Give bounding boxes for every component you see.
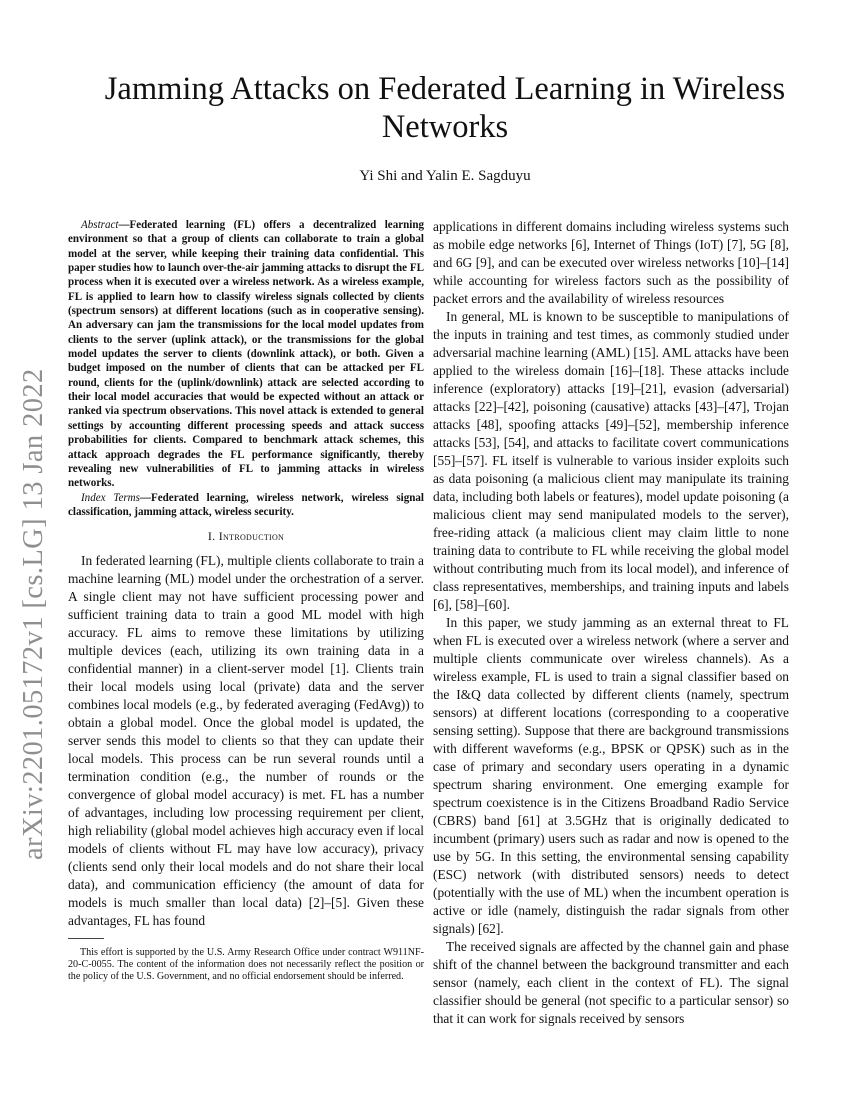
abstract-lead: Abstract (81, 219, 119, 231)
section-heading-introduction (68, 529, 424, 544)
footnote-rule (68, 938, 104, 939)
intro-paragraph-1: In federated learning (FL), multiple clients collaborate to train a machine learning (ML) model under the orchestration of a server. A single client may not have sufficient processing power and sufficient training data to train a good ML model with high accuracy. FL aims to remove these limitations by utilizing multiple devices (each, utilizing its own training data in a confidential manner) in a client-server model [1]. Clients train their local models using local (private) data and the server combines local models (e.g., by federated averaging (FedAvg)) to obtain a global model. Once the global model is updated, the server sends this model to clients so that they can update their local models. This process can be run several rounds until a termination condition (e.g., the number of rounds or the convergence of global model accuracy) is met. FL has a number of advantages, including low processing requirement per client, high reliability (global model achieves high accuracy even if local models of clients without FL may have low accuracy), privacy (clients send only their local models and do not share their local data), and communication efficiency (the amount of data for models is much smaller than local data) [2]–[5]. Given these advantages, FL has found (68, 553, 424, 929)
section-numeral: I. (207, 529, 219, 544)
right-paragraph-3: In this paper, we study jamming as an external threat to FL when FL is executed over a wireless network (where a server and multiple clients communicate over wireless channels). As a wireless example, FL is used to train a signal classifier based on the I&Q data collected by different clients (namely, spectrum sensors) at different locations (corresponding to a cooperative sensing setting). Suppose that there are background transmissions with different waveforms (e.g., BPSK or QPSK) such as in the case of primary and secondary users operating in a dynamic spectrum sharing environment. One emerging example for spectrum coexistence is in the Citizens Broadband Radio Service (CBRS) band [61] at 3.5GHz that is originally dedicated to incumbent (primary) users such as radar and now is opened to the use by 5G. In this setting, the environmental sensing capability (ESC) network (with distributed sensors) needs to detect (potentially with the use of ML) when the incumbent operation is active or idle (namely, distinguish the radar signals from other signals) [62]. (433, 615, 789, 936)
right-paragraph-2: In general, ML is known to be susceptible to manipulations of the inputs in training and test times, as commonly studied under adversarial machine learning (AML) [15]. AML attacks have been applied to the wireless domain [16]–[18]. These attacks include inference (exploratory) attacks [19]–[21], evasion (adversarial) attacks [22]–[42], poisoning (causative) attacks [43]–[47], Trojan attacks [48], spoofing attacks [49]–[52], membership inference attacks [53], [54], and attacks to facilitate covert communications [55]–[57]. FL itself is vulnerable to various insider exploits such as data poisoning (a malicious client may manipulate its training data, including both labels or features), model update poisoning (a malicious client may send manipulated models to the server), free-riding attack (a malicious client may claim little to none training data to contribute to FL while receiving the global model without contributing much from its local model), and inference of class representatives, memberships, and training inputs and labels [6], [58]–[60]. (433, 309, 789, 612)
right-column (433, 218, 789, 1028)
index-terms (68, 491, 424, 520)
paper-title: Jamming Attacks on Federated Learning in Wireless Networks (104, 71, 786, 145)
section-title: Introduction (218, 529, 285, 544)
paper-authors: Yi Shi and Yalin E. Sagduyu (359, 168, 531, 184)
abstract-text: —Federated learning (FL) offers a decentralized learning environment so that a group of clients can collaborate to train a global model at the server, while keeping their training data confidential. This paper studies how to launch over-the-air jamming attacks to disrupt the FL process when it is executed over a wireless network. As a wireless example, FL is applied to learn how to classify wireless signals collected by clients (spectrum sensors) at different locations (such as in cooperative sensing). An adversary can jam the transmissions for the local model updates from clients to the server (uplink attack), or the transmissions for the global model updates the server to clients (downlink attack), or both. Given a budget imposed on the number of clients that can be attacked per FL round, clients for the (uplink/downlink) attack are selected according to their local model accuracies that would be expected without an attack or ranked via spectrum observations. This novel attack is extended to general settings by accounting different processing speeds and attack success probabilities for clients. Compared to benchmark attack schemes, this attack approach degrades the FL performance significantly, thereby revealing new vulnerabilities of FL to jamming attacks in wireless networks. (68, 219, 424, 490)
index-terms-lead: Index Terms (81, 491, 140, 504)
left-column (68, 218, 424, 930)
arxiv-side-stamp: arXiv:2201.05172v1 [cs.LG] 13 Jan 2022 (18, 368, 49, 860)
funding-footnote: This effort is supported by the U.S. Army Research Office under contract W911NF-20-C-0055. The content of the information does not necessarily reflect the position or the policy of the U.S. Government, and no official endorsement should be inferred. (68, 947, 424, 983)
index-terms-text: —Federated learning, wireless network, wireless signal classification, jamming attack, wireless security. (68, 491, 425, 518)
right-paragraph-1: applications in different domains including wireless systems such as mobile edge networks [6], Internet of Things (IoT) [7], 5G [8], and 6G [9], and can be executed over wireless networks [10]–[14] while accounting for wireless factors such as the possibility of packet errors and the availability of wireless resources (433, 219, 789, 306)
abstract (68, 218, 424, 491)
right-paragraph-4: The received signals are affected by the channel gain and phase shift of the channel between the background transmitter and each sensor (namely, each client in the context of FL). The signal classifier should be general (not specific to a particular sensor) so that it can work for signals received by sensors (433, 939, 789, 1026)
